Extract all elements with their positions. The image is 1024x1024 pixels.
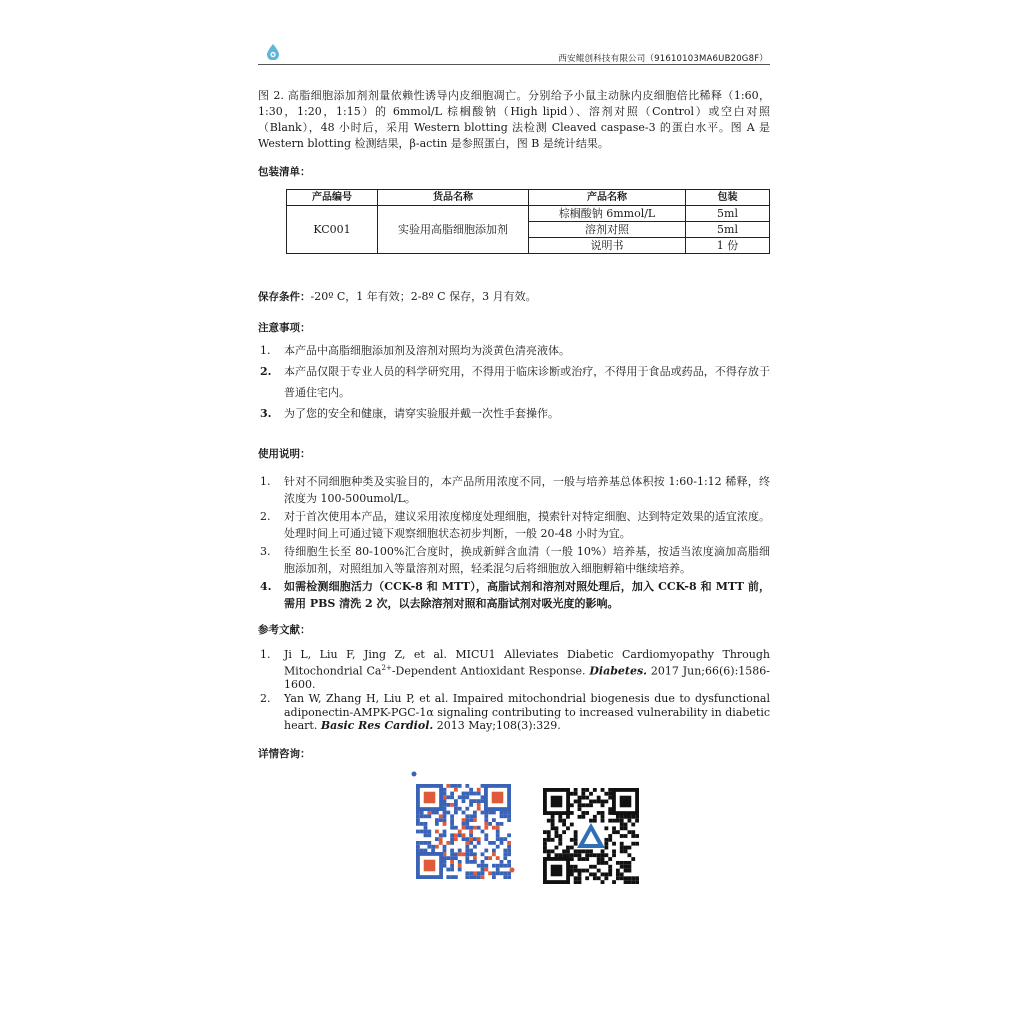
- table-row: [287, 206, 770, 222]
- usage-list: [258, 474, 770, 612]
- col-product-name: 产品名称: [529, 190, 686, 206]
- page-header: [258, 42, 770, 65]
- product-code-cell: KC001: [287, 206, 378, 254]
- list-item: 1. 针对不同细胞种类及实验目的，本产品所用浓度不同，一般与培养基总体积按 1:60-1:12 稀释，终浓度为 100-500umol/L。: [260, 475, 770, 505]
- contact-heading: 详情咨询：: [258, 748, 311, 760]
- list-item: 2. 对于首次使用本产品，建议采用浓度梯度处理细胞，摸索针对特定细胞、达到特定效果的适宜浓度。处理时间上可通过镜下观察细胞状态初步判断，一般 20-48 小时为宜。: [260, 510, 770, 540]
- col-product-code: 产品编号: [287, 190, 378, 206]
- product-name-cell: 棕榈酸钠 6mmol/L: [529, 206, 686, 222]
- storage-label: 保存条件：: [258, 291, 311, 303]
- package-cell: 5ml: [686, 206, 770, 222]
- list-item: 2. 本产品仅限于专业人员的科学研究用，不得用于临床诊断或治疗，不得用于食品或药品，不得存放于普通住宅内。: [260, 365, 770, 399]
- packing-table: [286, 189, 770, 254]
- col-package: 包装: [686, 190, 770, 206]
- list-item: 4. 如需检测细胞活力（CCK-8 和 MTT），高脂试剂和溶剂对照处理后，加入 CCK-8 和 MTT 前，需用 PBS 清洗 2 次，以去除溶剂对照和高脂试剂对吸光度的影响。: [260, 580, 770, 610]
- wechat-qr-code[interactable]: [408, 770, 518, 888]
- list-item: 1. Ji L, Liu F, Jing Z, et al. MICU1 Alleviates Diabetic Cardiomyopathy Through Mitochondrial $Ca^{2+}$-Dependent Antioxidant Response. Diabetes. 2017 Jun;66(6):1586-1600.: [260, 648, 770, 691]
- package-cell: 1 份: [686, 238, 770, 254]
- packing-heading: 包装清单：: [258, 166, 311, 178]
- storage-text: -20º C，1 年有效；2-8º C 保存，3 月有效。: [310, 290, 537, 303]
- goods-name-cell: 实验用高脂细胞添加剂: [378, 206, 529, 254]
- product-name-cell: 说明书: [529, 238, 686, 254]
- list-item: 2. Yan W, Zhang H, Liu P, et al. Impaired mitochondrial biogenesis due to dysfunctional adiponectin-AMPK-PGC-1α signaling contributing to increased vulnerability in diabetic heart. Basic Res Cardiol. 2013 May;108(3):329.: [260, 692, 770, 733]
- notes-heading: 注意事项：: [258, 322, 311, 334]
- official-qr-code[interactable]: [543, 788, 639, 884]
- references-list: [258, 648, 770, 733]
- references-heading: 参考文献：: [258, 624, 311, 636]
- list-item: 1. 本产品中高脂细胞添加剂及溶剂对照均为淡黄色清亮液体。: [260, 344, 570, 357]
- package-cell: 5ml: [686, 222, 770, 238]
- storage-conditions: [258, 288, 537, 304]
- figure-caption: 图 2. 高脂细胞添加剂剂量依赖性诱导内皮细胞凋亡。分别给予小鼠主动脉内皮细胞倍比稀释（1:60，1:30，1:20，1:15）的 6mmol/L 棕榈酸钠（High lipid）、溶剂对照（Control）或空白对照（Blank），48 小时后，采用 Western blotting 法检测 Cleaved caspase-3 的蛋白水平。图 A 是 Western blotting 检测结果，β-actin 是参照蛋白，图 B 是统计结果。: [258, 89, 770, 150]
- notes-list: [258, 340, 770, 424]
- droplet-logo-icon: [266, 44, 280, 60]
- product-name-cell: 溶剂对照: [529, 222, 686, 238]
- company-name: 西安鲲创科技有限公司（91610103MA6UB20G8F）: [558, 54, 768, 64]
- list-item: 3. 为了您的安全和健康，请穿实验服并戴一次性手套操作。: [260, 407, 559, 420]
- document-page: [258, 38, 770, 898]
- list-item: 3. 待细胞生长至 80-100%汇合度时，换成新鲜含血清（一般 10%）培养基，按适当浓度滴加高脂细胞添加剂，对照组加入等量溶剂对照，轻柔混匀后将细胞放入细胞孵箱中继续培养。: [260, 545, 770, 575]
- col-goods-name: 货品名称: [378, 190, 529, 206]
- usage-heading: 使用说明：: [258, 448, 311, 460]
- table-header-row: [287, 190, 770, 206]
